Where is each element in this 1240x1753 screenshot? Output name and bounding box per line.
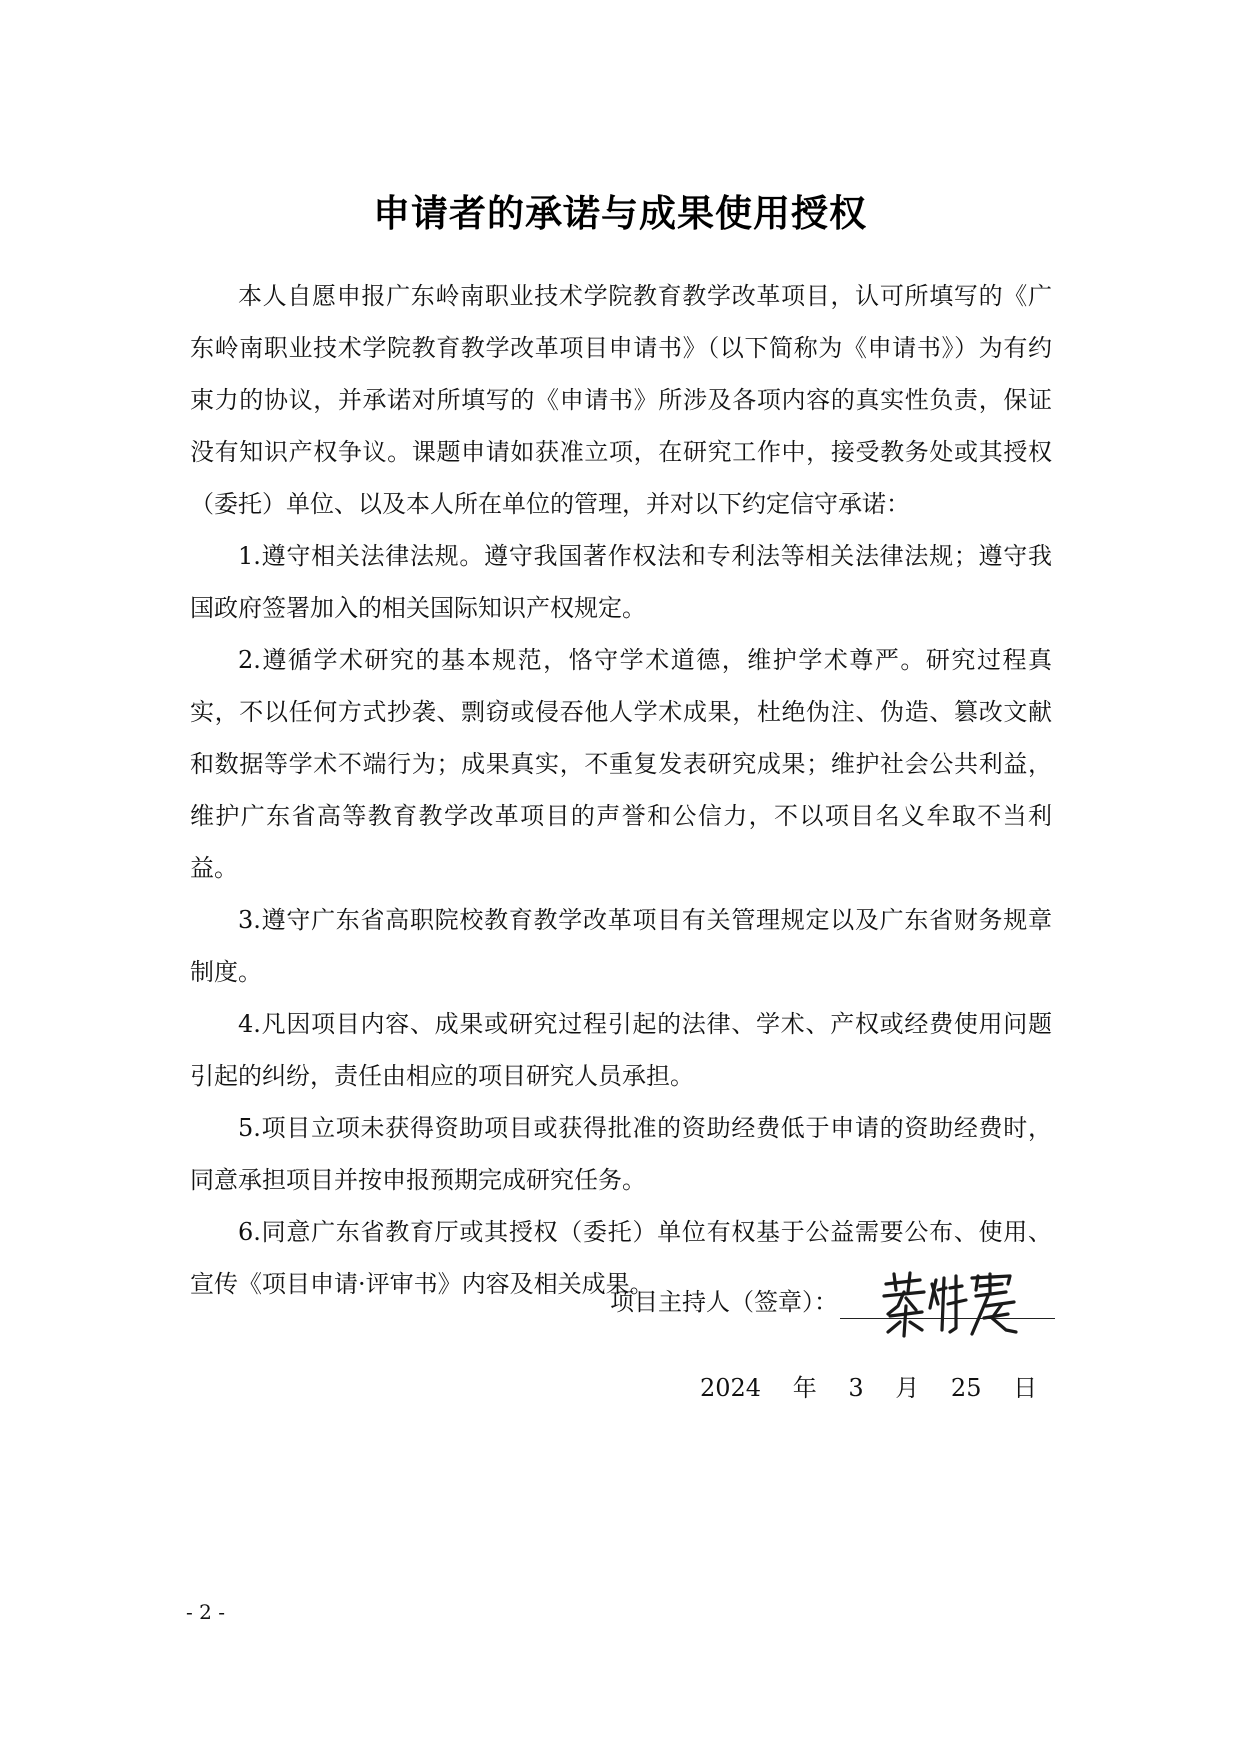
date-day: 25	[950, 1374, 982, 1402]
clause-4: 4.凡因项目内容、成果或研究过程引起的法律、学术、产权或经费使用问题引起的纠纷，责任由相应的项目研究人员承担。	[190, 1010, 1052, 1090]
commitment-body	[190, 270, 1052, 1310]
date-month-unit: 月	[895, 1374, 920, 1402]
signature-label: 项目主持人（签章）：	[610, 1288, 838, 1316]
clause-3: 3.遵守广东省高职院校教育教学改革项目有关管理规定以及广东省财务规章制度。	[190, 906, 1052, 986]
date-month: 3	[848, 1374, 864, 1402]
page-number: - 2 -	[186, 1600, 225, 1624]
page-title: 申请者的承诺与成果使用授权	[373, 192, 867, 235]
clause-5: 5.项目立项未获得资助项目或获得批准的资助经费低于申请的资助经费时，同意承担项目并按申报预期完成研究任务。	[190, 1114, 1052, 1194]
date-year: 2024	[700, 1374, 762, 1402]
handwritten-signature	[880, 1270, 1020, 1342]
clause-2: 2.遵循学术研究的基本规范，恪守学术道德，维护学术尊严。研究过程真实，不以任何方式抄袭、剽窃或侵吞他人学术成果，杜绝伪注、伪造、篡改文献和数据等学术不端行为；成果真实，不重复发表研究成果；维护社会公共利益，维护广东省高等教育教学改革项目的声誉和公信力，不以项目名义牟取不当利益。	[190, 646, 1052, 882]
clause-6: 6.同意广东省教育厅或其授权（委托）单位有权基于公益需要公布、使用、宣传《项目申请·评审书》内容及相关成果。	[190, 1218, 1052, 1298]
date-year-unit: 年	[792, 1374, 817, 1402]
date-line	[700, 1368, 1038, 1408]
date-day-unit: 日	[1013, 1374, 1038, 1402]
clause-1: 1.遵守相关法律法规。遵守我国著作权法和专利法等相关法律法规；遵守我国政府签署加入的相关国际知识产权规定。	[190, 542, 1052, 622]
intro-paragraph: 本人自愿申报广东岭南职业技术学院教育教学改革项目，认可所填写的《广东岭南职业技术学院教育教学改革项目申请书》（以下简称为《申请书》）为有约束力的协议，并承诺对所填写的《申请书》所涉及各项内容的真实性负责，保证没有知识产权争议。课题申请如获准立项，在研究工作中，接受教务处或其授权（委托）单位、以及本人所在单位的管理，并对以下约定信守承诺：	[190, 282, 1052, 518]
